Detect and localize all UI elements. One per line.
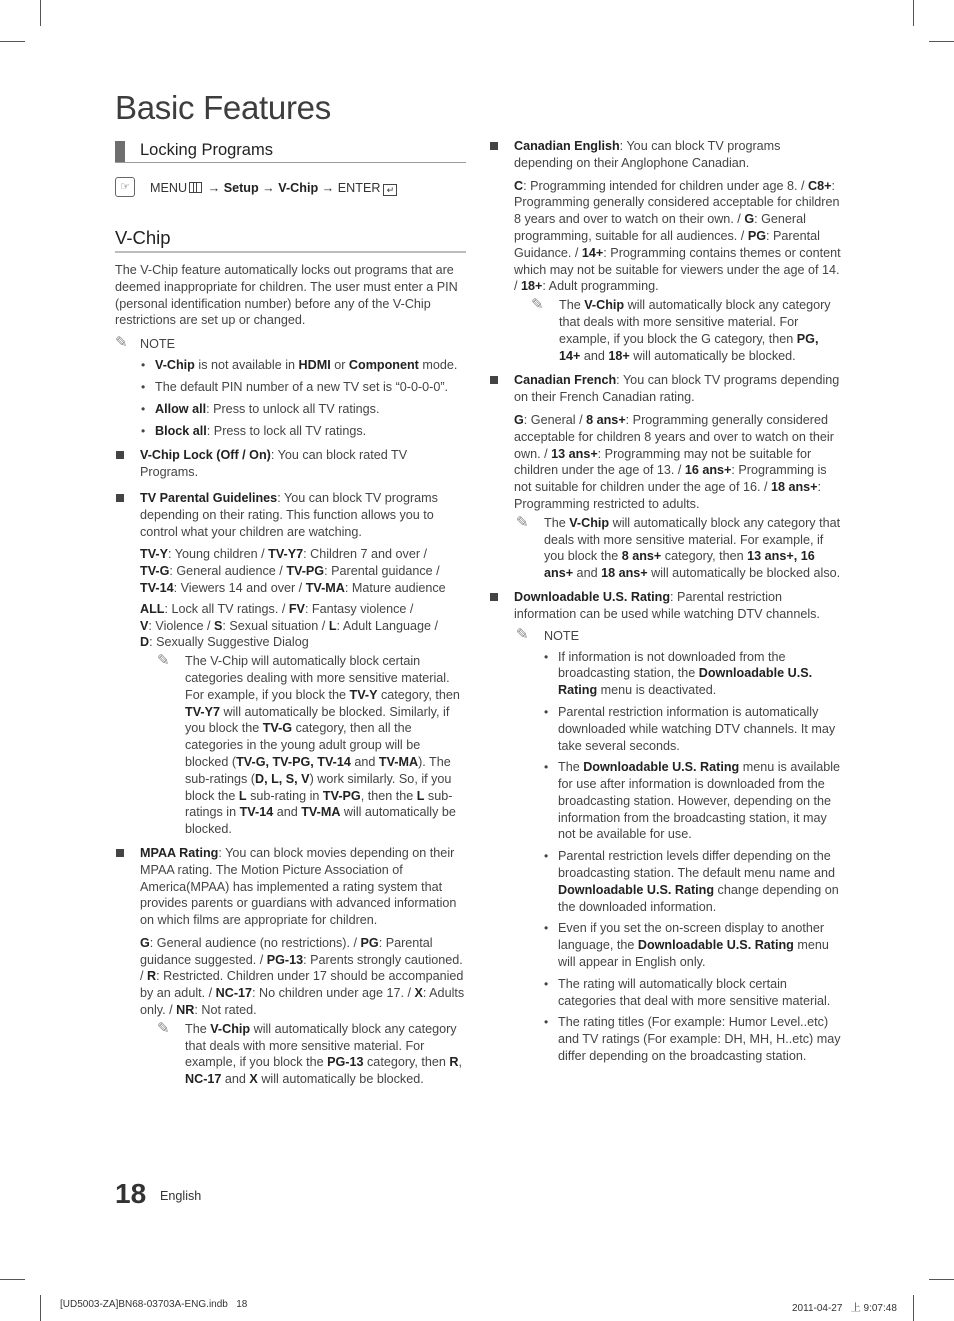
page-number: 18 — [115, 1178, 147, 1209]
mpaa-ratings: G: General audience (no restrictions). / PG: Parental guidance suggested. / PG-13: Parents strongly cautioned. / R: Restricted. Children under 17 should be accompanied by an adult. / NC-17: No children under age 17. / X: Adults only. / NR: Not rated. — [140, 935, 465, 1018]
pencil-icon: ✎ — [516, 625, 529, 643]
vchip-notes — [115, 357, 466, 439]
list-item: • The default PIN number of a new TV set is “0-0-0-0”. — [141, 379, 449, 394]
pencil-icon: ✎ — [157, 652, 170, 670]
downloadable-item: Downloadable U.S. Rating: Parental restriction information can be used while watching DTV channels. ✎ NOTE • If information is not downloaded from the broadcasting station, the Downloadable U.S. Rating menu is deactivated. • Parental restriction information is automatically downloaded while watching DTV channels. It may take several seconds. • The Downloadable U.S. Rating menu is available for use after information is downloaded from the broadcasting station. However, depending on the information from the broadcasting station, it may not be available for use. • Parental restriction levels differ depending on the broadcasting station. The default menu name and Downloadable U.S. Rating change depending on the downloaded information. • Even if you set the on-screen display to another language, the Downloadable U.S. Rating menu will appear in English only. • The rating will automatically block certain categories that deal with more sensitive material. • The rating titles (For example: Humor Level..etc) and TV ratings (For example: DH, MH, H..etc) may differ depending on the broadcasting station. — [489, 589, 841, 1065]
square-bullet-icon — [490, 142, 498, 150]
canadian-french-ratings: G: General / 8 ans+: Programming generally considered acceptable for children 8 years and over to watch on their own. / 13 ans+: Programming may not be suitable for children under the age of 13. / 16 ans+: Programming is not suitable for children under the age of 16. / 18 ans+: Programming restricted to adults. — [514, 412, 834, 511]
note-heading: ✎ NOTE — [516, 625, 579, 643]
canadian-french-item: Canadian French: You can block TV programs depending on their French Canadian rating. G: General / 8 ans+: Programming generally considered acceptable for children 8 years and over to watch on their own. / 13 ans+: Programming may not be suitable for children under the age of 13. / 16 ans+: Programming is not suitable for children under the age of 16. / 18 ans+: Programming restricted to adults. ✎ The V-Chip will automatically block any category that deals with more sensitive material. For example, if you block the 8 ans+ category, then 13 ans+, 16 ans+ and 18 ans+ will automatically be blocked also. — [489, 372, 841, 582]
list-item: • Block all: Press to lock all TV ratings. — [141, 423, 367, 438]
square-bullet-icon — [116, 451, 124, 459]
crop-mark — [913, 1295, 914, 1321]
mpaa-note: ✎ The V-Chip will automatically block any category that deals with more sensitive material. For example, if you block the PG-13 category, then R, NC-17 and X will automatically be blocked. — [157, 1019, 462, 1087]
crop-mark — [0, 1279, 25, 1280]
list-item: • Parental restriction levels differ depending on the broadcasting station. The default menu name and Downloadable U.S. Rating change depending on the downloaded information. — [544, 849, 839, 914]
crop-mark — [0, 41, 25, 42]
menu-vchip: V-Chip — [278, 181, 319, 195]
canadian-english-ratings: C: Programming intended for children under age 8. / C8+: Programming generally considered acceptable for children 8 years and over to watch on their own. / G: General programming, suitable for all audiences. / PG: Parental Guidance. / 14+: Programming contains themes or content which may not be suitable for viewers under the age of 14. / 18+: Adult programming. — [514, 178, 841, 294]
tvpg-ratings: TV-Y: Young children / TV-Y7: Children 7 and over / TV-G: General audience / TV-PG: Parental guidance / TV-14: Viewers 14 and over / TV-MA: Mature audience — [140, 547, 446, 595]
enter-label: ENTER — [337, 181, 381, 195]
pencil-icon: ✎ — [531, 296, 544, 314]
list-item: • Allow all: Press to unlock all TV ratings. — [141, 401, 380, 416]
tvpg-subratings: ALL: Lock all TV ratings. / FV: Fantasy violence / V: Violence / S: Sexual situation / L: Adult Language / D: Sexually Suggestive Dialog — [140, 601, 439, 650]
remote-hand-icon: ☞ — [115, 177, 135, 197]
menu-label: MENU — [150, 181, 188, 195]
list-item: • The rating titles (For example: Humor Level..etc) and TV ratings (For example: DH, MH, H..etc) may differ depending on the broadcasting station. — [544, 1015, 841, 1064]
crop-mark — [40, 1295, 41, 1321]
vchip-heading: V-Chip — [115, 225, 466, 253]
note-heading: ✎ NOTE — [115, 334, 175, 352]
list-item: • V-Chip is not available in HDMI or Component mode. — [141, 358, 458, 373]
section-heading-text: Locking Programs — [140, 141, 273, 159]
print-file-info: [UD5003-ZA]BN68-03703A-ENG.indb 18 — [60, 1299, 248, 1310]
square-bullet-icon — [490, 593, 498, 601]
list-item: • If information is not downloaded from the broadcasting station, the Downloadable U.S. Rating menu is deactivated. — [544, 649, 813, 698]
crop-mark — [929, 1279, 954, 1280]
square-bullet-icon — [116, 494, 124, 502]
vchip-intro: The V-Chip feature automatically locks out programs that are deemed inappropriate for children. The user must enter a PIN (personal identification number) before any of the V-Chip restrictions are set up or changed. — [115, 263, 458, 328]
crop-mark — [929, 41, 954, 42]
downloadable-notes — [489, 649, 841, 1065]
crop-mark — [40, 0, 41, 26]
section-bar-icon — [115, 141, 125, 162]
right-column — [489, 138, 841, 1070]
tvpg-note: ✎ The V-Chip will automatically block certain categories dealing with more sensitive material. For example, if you block the TV-Y category, then TV-Y7 will automatically be blocked. Similarly, if you block the TV-G category, then all the categories in the young adult group will be blocked (TV-G, TV-PG, TV-14 and TV-MA). The sub-ratings (D, L, S, V) work similarly. So, if you block the L sub-rating in TV-PG, then the L sub-ratings in TV-14 and TV-MA will automatically be blocked. — [157, 652, 460, 837]
mpaa-item: MPAA Rating: You can block movies depending on their MPAA rating. The Motion Picture Association of America(MPAA) has implemented a rating system that provides parents or guardians with advanced information on which films are appropriate for children. G: General audience (no restrictions). / PG: Parental guidance suggested. / PG-13: Parents strongly cautioned. / R: Restricted. Children under 17 should be accompanied by an adult. / NC-17: No children under age 17. / X: Adults only. / NR: Not rated. ✎ The V-Chip will automatically block any category that deals with more sensitive material. For example, if you block the PG-13 category, then R, NC-17 and X will automatically be blocked. — [115, 845, 466, 1088]
square-bullet-icon — [116, 849, 124, 857]
tv-parental-item: TV Parental Guidelines: You can block TV programs depending on their rating. This function allows you to control what your children are watching. TV-Y: Young children / TV-Y7: Children 7 and over / TV-G: General audience / TV-PG: Parental guidance / TV-14: Viewers 14 and over / TV-MA: Mature audience ALL: Lock all TV ratings. / FV: Fantasy violence / V: Violence / S: Sexual situation / L: Adult Language / D: Sexually Suggestive Dialog ✎ The V-Chip will automatically block certain categories dealing with more sensitive material. For example, if you block the TV-Y category, then TV-Y7 will automatically be blocked. Similarly, if you block the TV-G category, then all the categories in the young adult group will be blocked (TV-G, TV-PG, TV-14 and TV-MA). The sub-ratings (D, L, S, V) work similarly. So, if you block the L sub-rating in TV-PG, then the L sub-ratings in TV-14 and TV-MA will automatically be blocked. — [115, 490, 466, 838]
pencil-icon: ✎ — [157, 1019, 170, 1037]
list-item: • The rating will automatically block certain categories that deal with more sensitive material. — [544, 976, 831, 1008]
enter-icon: ↵ — [383, 184, 397, 196]
canadian-english-note: ✎ The V-Chip will automatically block any category that deals with more sensitive material. For example, if you block the G category, then PG, 14+ and 18+ will automatically be blocked. — [531, 296, 831, 363]
pencil-icon: ✎ — [115, 334, 128, 352]
section-heading — [115, 138, 466, 163]
print-date-info: 2011-04-27 上 9:07:48 — [792, 1303, 897, 1314]
crop-mark — [913, 0, 914, 26]
canadian-english-item: Canadian English: You can block TV programs depending on their Anglophone Canadian. C: Programming intended for children under age 8. / C8+: Programming generally considered acceptable for children 8 years and over to watch on their own. / G: General programming, suitable for all audiences. / PG: Parental Guidance. / 14+: Programming contains themes or content which may not be suitable for viewers under the age of 14. / 18+: Adult programming. ✎ The V-Chip will automatically block any category that deals with more sensitive material. For example, if you block the G category, then PG, 14+ and 18+ will automatically be blocked. — [489, 138, 841, 364]
list-item: • Even if you set the on-screen display to another language, the Downloadable U.S. Rating menu will appear in English only. — [544, 921, 829, 970]
vchip-lock-item: V-Chip Lock (Off / On): You can block rated TV Programs. — [115, 447, 466, 481]
left-column — [115, 138, 466, 1088]
canadian-french-note: ✎ The V-Chip will automatically block any category that deals with more sensitive material. For example, if you block the 8 ans+ category, then 13 ans+, 16 ans+ and 18 ans+ will automatically be blocked also. — [516, 513, 841, 581]
menu-icon — [189, 182, 202, 193]
pencil-icon: ✎ — [516, 513, 529, 531]
square-bullet-icon — [490, 376, 498, 384]
menu-path: ☞ MENU → Setup → V-Chip → ENTER ↵ — [115, 179, 466, 199]
menu-setup: Setup — [223, 181, 259, 195]
list-item: • The Downloadable U.S. Rating menu is available for use after information is downloaded from the broadcasting station. However, depending on the information from the broadcasting station, it may not be available for use. — [544, 760, 841, 842]
page-language: English — [160, 1189, 202, 1203]
list-item: • Parental restriction information is automatically downloaded while watching DTV channels. It may take several seconds. — [544, 704, 836, 753]
page-title: Basic Features — [115, 89, 331, 126]
